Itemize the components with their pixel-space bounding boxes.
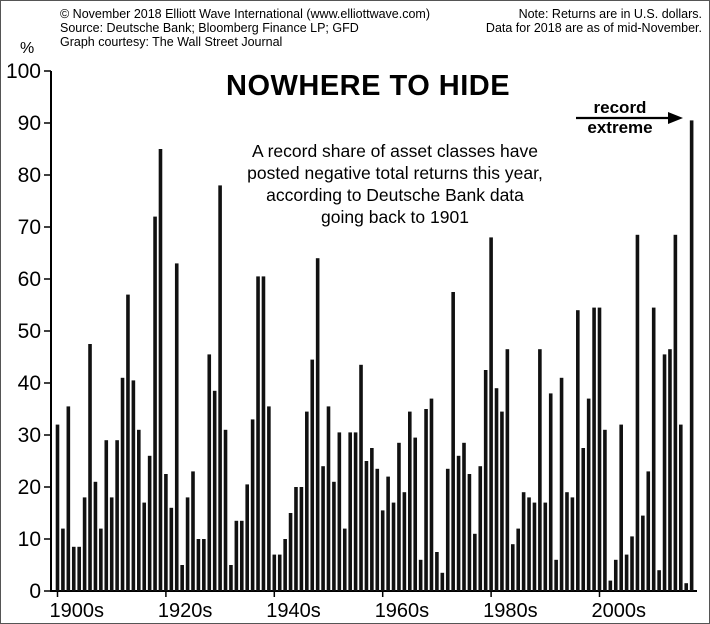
bar-1952 xyxy=(332,482,336,591)
arrow-head xyxy=(668,112,683,124)
y-tick-label: 20 xyxy=(17,476,41,499)
bar-1930 xyxy=(213,391,217,591)
bar-1980 xyxy=(484,370,488,591)
bar-1954 xyxy=(343,529,347,591)
bar-1973 xyxy=(446,469,450,591)
y-tick-label: 0 xyxy=(29,580,41,603)
bar-1912 xyxy=(115,440,119,591)
bar-1962 xyxy=(386,477,390,591)
bar-1934 xyxy=(235,521,239,591)
bar-1979 xyxy=(478,466,482,591)
bar-1916 xyxy=(137,430,141,591)
bar-2009 xyxy=(641,516,645,591)
subtitle-line: according to Deutsche Bank data xyxy=(266,185,524,205)
bar-1974 xyxy=(451,292,455,591)
y-tick-label: 90 xyxy=(17,112,41,135)
bar-1903 xyxy=(67,406,71,591)
bar-1978 xyxy=(473,534,477,591)
bar-1989 xyxy=(533,503,537,591)
bar-2003 xyxy=(609,581,613,591)
bar-1983 xyxy=(500,412,504,591)
bar-1946 xyxy=(300,487,304,591)
record-label: record xyxy=(593,98,647,117)
bar-2012 xyxy=(657,570,661,591)
source-line: Source: Deutsche Bank; Bloomberg Finance LP; GFD xyxy=(60,21,359,35)
bar-1943 xyxy=(283,539,287,591)
bar-1969 xyxy=(424,409,428,591)
bar-1924 xyxy=(180,565,184,591)
bar-1913 xyxy=(121,378,125,591)
courtesy-line: Graph courtesy: The Wall Street Journal xyxy=(60,35,283,49)
bar-1931 xyxy=(218,185,222,591)
bar-1940 xyxy=(267,406,271,591)
bar-2002 xyxy=(603,430,607,591)
bar-1965 xyxy=(403,492,407,591)
y-tick-label: 40 xyxy=(17,372,41,395)
bar-1981 xyxy=(489,237,493,591)
bar-1915 xyxy=(132,380,136,591)
bar-1968 xyxy=(419,560,423,591)
copyright-line: © November 2018 Elliott Wave International (www.elliottwave.com) xyxy=(60,7,431,21)
x-tick-label: 1980s xyxy=(483,600,538,622)
bar-1948 xyxy=(310,360,314,591)
bar-1967 xyxy=(413,438,417,591)
bar-1928 xyxy=(202,539,206,591)
bar-1918 xyxy=(148,456,152,591)
bar-1988 xyxy=(527,497,531,591)
bar-1920 xyxy=(159,149,163,591)
subtitle-line: A record share of asset classes have xyxy=(252,141,538,161)
y-tick-label: 30 xyxy=(17,424,41,447)
bar-1922 xyxy=(170,508,174,591)
bar-1991 xyxy=(544,503,548,591)
bar-1959 xyxy=(370,448,374,591)
x-tick-label: 2000s xyxy=(591,600,646,622)
bar-1998 xyxy=(581,448,585,591)
bar-1926 xyxy=(191,471,195,591)
bar-1966 xyxy=(408,412,412,591)
bar-1996 xyxy=(571,497,575,591)
bar-1939 xyxy=(262,276,266,591)
y-tick-label: 10 xyxy=(17,528,41,551)
bar-1958 xyxy=(365,461,369,591)
chart-title: NOWHERE TO HIDE xyxy=(226,70,511,102)
bar-1938 xyxy=(256,276,260,591)
bar-1935 xyxy=(240,521,244,591)
bar-1917 xyxy=(142,503,146,591)
subtitle-line: going back to 1901 xyxy=(321,207,469,227)
y-tick-label: 100 xyxy=(5,60,41,83)
bar-1976 xyxy=(462,443,466,591)
bar-1997 xyxy=(576,310,580,591)
bar-1950 xyxy=(321,466,325,591)
bar-2006 xyxy=(625,555,629,591)
bar-1955 xyxy=(348,432,352,591)
extreme-label: extreme xyxy=(587,118,653,137)
bar-1932 xyxy=(224,430,228,591)
bar-1921 xyxy=(164,474,168,591)
bar-1987 xyxy=(522,492,526,591)
bar-1957 xyxy=(359,365,363,591)
bar-1923 xyxy=(175,263,179,591)
bar-1961 xyxy=(381,510,385,591)
x-tick-label: 1920s xyxy=(157,600,213,622)
bar-1984 xyxy=(506,349,510,591)
bar-1964 xyxy=(397,443,401,591)
bar-1919 xyxy=(153,217,157,591)
bar-2001 xyxy=(598,308,602,591)
bar-2018 xyxy=(690,120,694,591)
bar-1956 xyxy=(354,432,358,591)
y-tick-label: 80 xyxy=(17,164,41,187)
bar-1942 xyxy=(278,555,282,591)
bar-1907 xyxy=(88,344,92,591)
bar-1908 xyxy=(94,482,98,591)
bar-1977 xyxy=(468,474,472,591)
bar-1972 xyxy=(441,573,445,591)
bar-2015 xyxy=(674,235,678,591)
bar-2007 xyxy=(630,536,634,591)
bar-1971 xyxy=(435,552,439,591)
bar-1905 xyxy=(77,547,81,591)
bar-2014 xyxy=(668,349,672,591)
y-tick-label: 60 xyxy=(17,268,41,291)
bar-2005 xyxy=(619,425,623,591)
bar-series xyxy=(56,120,694,591)
bar-1999 xyxy=(587,399,591,591)
bar-1937 xyxy=(251,419,255,591)
bar-1982 xyxy=(495,388,499,591)
bar-1904 xyxy=(72,547,76,591)
bar-1944 xyxy=(289,513,293,591)
bar-1953 xyxy=(338,432,342,591)
bar-1909 xyxy=(99,529,103,591)
bar-1949 xyxy=(316,258,320,591)
bar-1902 xyxy=(61,529,65,591)
bar-1914 xyxy=(126,295,130,591)
bar-1951 xyxy=(327,406,331,591)
bar-1990 xyxy=(538,349,542,591)
subtitle-line: posted negative total returns this year, xyxy=(247,163,543,183)
bar-1927 xyxy=(197,539,201,591)
bar-1941 xyxy=(273,555,277,591)
bar-1970 xyxy=(430,399,434,591)
bar-1992 xyxy=(549,393,553,591)
currency-note: Note: Returns are in U.S. dollars. xyxy=(518,7,702,21)
record-arrow-icon xyxy=(576,112,683,124)
bar-2008 xyxy=(636,235,640,591)
x-tick-label: 1960s xyxy=(374,600,430,622)
date-note: Data for 2018 are as of mid-November. xyxy=(485,21,702,35)
bar-2004 xyxy=(614,560,618,591)
bar-2010 xyxy=(646,471,650,591)
bar-1975 xyxy=(457,456,461,591)
bar-2000 xyxy=(592,308,596,591)
bar-1936 xyxy=(245,484,249,591)
x-tick-label: 1900s xyxy=(49,600,104,622)
bar-1901 xyxy=(56,425,60,591)
bar-1995 xyxy=(565,492,569,591)
bar-1986 xyxy=(516,529,520,591)
bar-1945 xyxy=(294,487,298,591)
bar-1947 xyxy=(305,412,309,591)
y-tick-label: 70 xyxy=(17,216,41,239)
x-tick-label: 1940s xyxy=(266,600,321,622)
bar-2013 xyxy=(663,354,667,591)
bar-1906 xyxy=(83,497,87,591)
bar-1960 xyxy=(375,469,379,591)
bar-1925 xyxy=(186,497,190,591)
y-tick-label: 50 xyxy=(17,320,41,343)
bar-2011 xyxy=(652,308,656,591)
bar-2016 xyxy=(679,425,683,591)
bar-1963 xyxy=(392,503,396,591)
bar-1993 xyxy=(554,560,558,591)
bar-1911 xyxy=(110,497,114,591)
bar-2017 xyxy=(684,583,688,591)
bar-1994 xyxy=(560,378,564,591)
bar-1933 xyxy=(229,565,233,591)
bar-1985 xyxy=(511,544,515,591)
y-axis-unit: % xyxy=(20,40,35,57)
bar-1910 xyxy=(104,440,108,591)
bar-1929 xyxy=(207,354,211,591)
